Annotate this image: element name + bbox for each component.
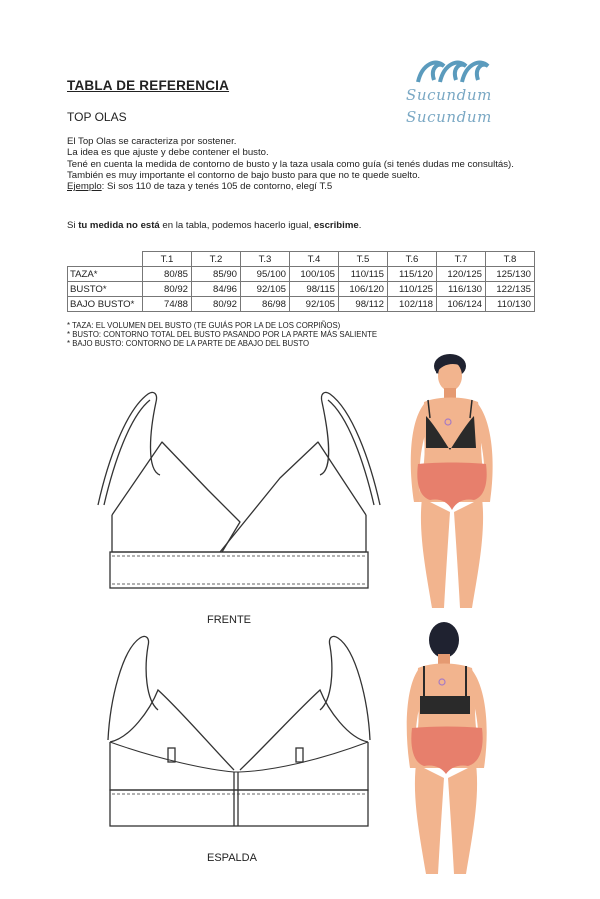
table-cell: 110/130	[486, 297, 535, 312]
contact-text: en la tabla, podemos hacerlo igual,	[159, 220, 314, 231]
model-front-illustration	[398, 352, 518, 617]
table-header: T.3	[241, 252, 290, 267]
brand-logo	[400, 50, 520, 130]
table-header: T.4	[290, 252, 339, 267]
contact-bold: escribime	[313, 220, 359, 231]
table-header: T.6	[388, 252, 437, 267]
example-line	[67, 181, 537, 192]
note-line: * BAJO BUSTO: CONTORNO DE LA PARTE DE ABAJO DEL BUSTO	[67, 339, 310, 349]
table-cell: 95/100	[241, 267, 290, 282]
table-row	[68, 282, 535, 297]
table-cell: 80/92	[143, 282, 192, 297]
table-cell: 110/115	[339, 267, 388, 282]
back-garment-drawing	[100, 630, 380, 830]
table-cell: 74/88	[143, 297, 192, 312]
table-header: T.2	[192, 252, 241, 267]
wave-icon	[400, 50, 520, 90]
table-cell: 100/105	[290, 267, 339, 282]
table-cell: 125/130	[486, 267, 535, 282]
table-cell: 98/115	[290, 282, 339, 297]
table-cell: 80/85	[143, 267, 192, 282]
brand-name-1: Sucundum	[406, 86, 492, 104]
brand-name-2: Sucundum	[406, 108, 492, 126]
table-row	[68, 297, 535, 312]
table-cell: 106/124	[437, 297, 486, 312]
table-cell: 106/120	[339, 282, 388, 297]
table-cell: 122/135	[486, 282, 535, 297]
note-line: * TAZA: EL VOLUMEN DEL BUSTO (TE GUIÁS POR LA DE LOS CORPIÑOS)	[67, 321, 341, 330]
example-label: Ejemplo	[67, 181, 102, 193]
table-notes	[67, 321, 377, 349]
row-label: TAZA*	[68, 267, 143, 282]
contact-bold: tu medida no está	[78, 220, 160, 231]
contact-line	[67, 220, 537, 231]
row-label: BUSTO*	[68, 282, 143, 297]
intro-line: La idea es que ajuste y debe contener el busto.	[67, 147, 269, 159]
table-cell: 98/112	[339, 297, 388, 312]
row-label: BAJO BUSTO*	[68, 297, 143, 312]
table-cell: 92/105	[241, 282, 290, 297]
intro-line: También es muy importante el contorno de bajo busto para que no te quede suelto.	[67, 169, 421, 181]
table-cell: 84/96	[192, 282, 241, 297]
size-table	[67, 251, 535, 312]
table-row	[68, 267, 535, 282]
table-cell: 80/92	[192, 297, 241, 312]
front-label: FRENTE	[207, 614, 251, 626]
table-cell: 85/90	[192, 267, 241, 282]
table-header: T.8	[486, 252, 535, 267]
table-cell: 102/118	[388, 297, 437, 312]
table-cell: 116/130	[437, 282, 486, 297]
note-line: * BUSTO: CONTORNO TOTAL DEL BUSTO PASANDO POR LA PARTE MÁS SALIENTE	[67, 330, 378, 340]
intro-text	[67, 136, 537, 192]
table-header: T.1	[143, 252, 192, 267]
intro-line: Tené en cuenta la medida de contorno de busto y la taza usala como guía (si tenés dudas me consultás).	[67, 158, 514, 170]
front-garment-drawing	[90, 380, 390, 600]
intro-line: El Top Olas se caracteriza por sostener.	[67, 136, 237, 147]
table-cell: 120/125	[437, 267, 486, 282]
contact-text: Si	[67, 220, 79, 231]
table-corner	[68, 252, 143, 267]
table-cell: 110/125	[388, 282, 437, 297]
table-header-row	[68, 252, 535, 267]
table-cell: 92/105	[290, 297, 339, 312]
table-cell: 86/98	[241, 297, 290, 312]
back-label: ESPALDA	[207, 852, 257, 864]
example-text: : Si sos 110 de taza y tenés 105 de contorno, elegí T.5	[101, 181, 333, 193]
table-header: T.7	[437, 252, 486, 267]
model-back-illustration	[398, 618, 518, 883]
contact-text: .	[358, 220, 362, 231]
table-cell: 115/120	[388, 267, 437, 282]
product-name: TOP OLAS	[67, 110, 127, 124]
table-header: T.5	[339, 252, 388, 267]
page-title: TABLA DE REFERENCIA	[67, 78, 230, 93]
